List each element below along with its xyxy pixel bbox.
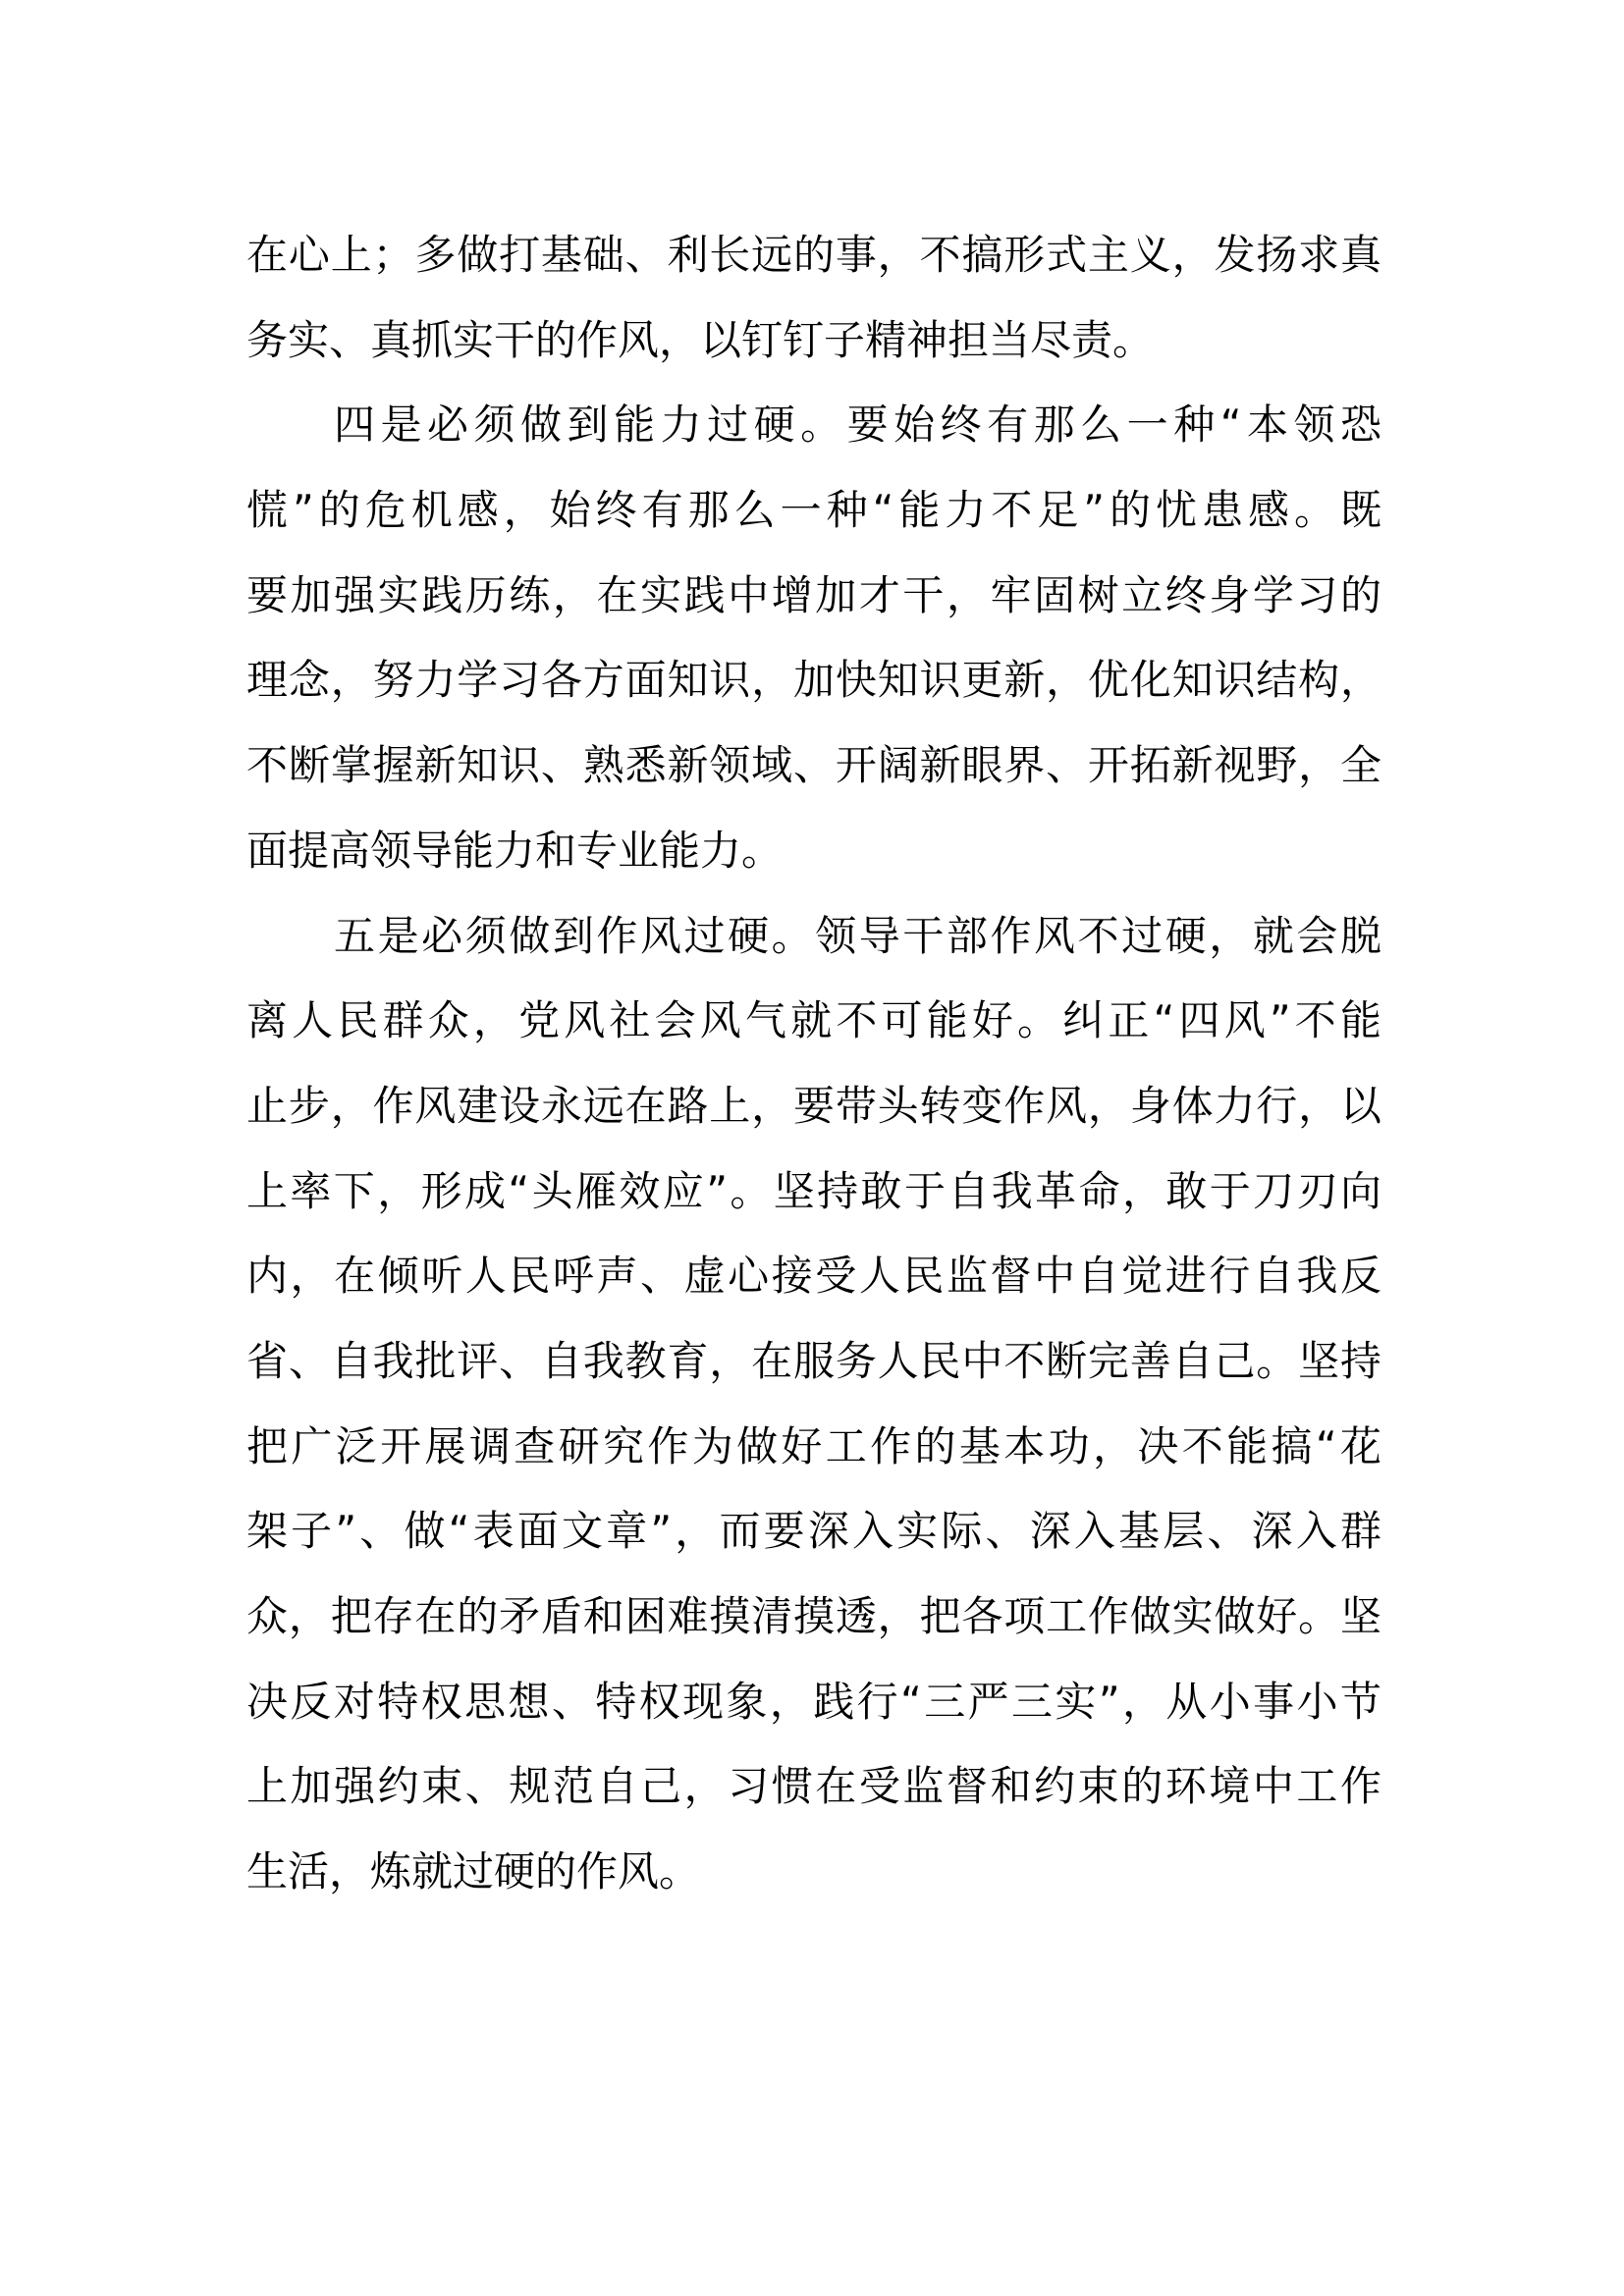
text-line: 理念，努力学习各方面知识，加快知识更新，优化知识结构，: [246, 656, 1381, 705]
text-line-first: 五是必须做到作风过硬。领导干部作风不过硬，就会脱: [334, 911, 1381, 960]
text-line: 要加强实践历练，在实践中增加才干，牢固树立终身学习的: [246, 570, 1381, 619]
text-line: 离人民群众，党风社会风气就不可能好。纠正“四风”不能: [246, 996, 1381, 1045]
text-line: 生活，炼就过硬的作风。: [246, 1847, 701, 1896]
document-body: [246, 213, 1381, 1915]
text-line: 决反对特权思想、特权现象，践行“三严三实”，从小事小节: [246, 1677, 1381, 1726]
text-line: 上加强约束、规范自己，习惯在受监督和约束的环境中工作: [246, 1762, 1381, 1811]
text-line: 务实、真抓实干的作风，以钉钉子精神担当尽责。: [246, 315, 1155, 364]
text-line: 在心上；多做打基础、利长远的事，不搞形式主义，发扬求真: [246, 231, 1381, 279]
text-line: 省、自我批评、自我教育，在服务人民中不断完善自己。坚持: [246, 1336, 1381, 1385]
paragraph-continuation: [246, 213, 1381, 383]
text-line-first: 四是必须做到能力过硬。要始终有那么一种“本领恐: [334, 400, 1381, 450]
text-line: 不断掌握新知识、熟悉新领域、开阔新眼界、开拓新视野，全: [246, 741, 1381, 790]
text-line: 众，把存在的矛盾和困难摸清摸透，把各项工作做实做好。坚: [246, 1592, 1381, 1640]
text-line: 把广泛开展调查研究作为做好工作的基本功，决不能搞“花: [246, 1421, 1381, 1470]
paragraph-style: [246, 894, 1381, 1915]
paragraph-ability: [246, 383, 1381, 893]
text-line: 架子”、做“表面文章”，而要深入实际、深入基层、深入群: [246, 1507, 1381, 1556]
text-line: 上率下，形成“头雁效应”。坚持敢于自我革命，敢于刀刃向: [246, 1166, 1381, 1215]
text-line: 止步，作风建设永远在路上，要带头转变作风，身体力行，以: [246, 1081, 1381, 1130]
text-line: 内，在倾听人民呼声、虚心接受人民监督中自觉进行自我反: [246, 1252, 1381, 1301]
text-line: 面提高领导能力和专业能力。: [246, 826, 784, 875]
text-line: 慌”的危机感，始终有那么一种“能力不足”的忧患感。既: [246, 486, 1381, 535]
